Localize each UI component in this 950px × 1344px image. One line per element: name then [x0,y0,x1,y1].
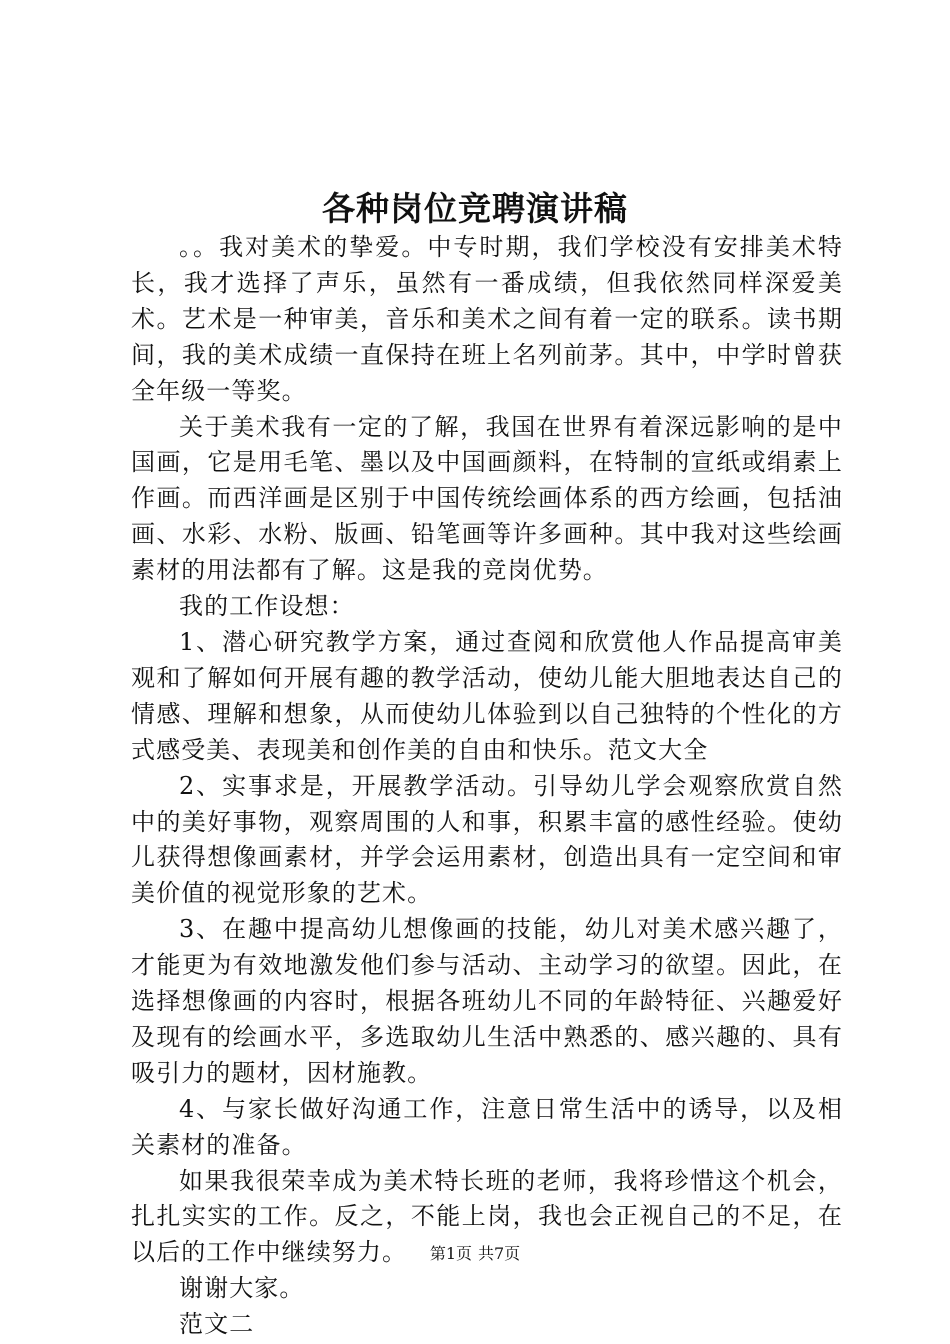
paragraph-thanks: 谢谢大家。 [179,1274,305,1303]
paragraph-art-knowledge: 关于美术我有一定的了解，我国在世界有着深远影响的是中国画，它是用毛笔、墨以及中国画颜料，在特制的宣纸或绢素上作画。而西洋画是区别于中国传统绘画体系的西方绘画，包括油画、水彩、水粉、版画、铅笔画等许多画种。其中我对这些绘画素材的用法都有了解。这是我的竞岗优势。 [131,412,843,585]
paragraph-next-sample: 范文二 [179,1310,255,1339]
paragraph-plan-item-1: 1、潜心研究教学方案，通过查阅和欣赏他人作品提高审美观和了解如何开展有趣的教学活动，使幼儿能大胆地表达自己的情感、理解和想象，从而使幼儿体验到以自己独特的个性化的方式感受美、表现美和创作美的自由和快乐。范文大全 [131,627,843,764]
paragraph-plan-item-4: 4、与家长做好沟通工作，注意日常生活中的诱导，以及相关素材的准备。 [131,1094,843,1159]
page-total: 共7页 [478,1244,521,1263]
paragraph-plan-item-3: 3、在趣中提高幼儿想像画的技能，幼儿对美术感兴趣了，才能更为有效地激发他们参与活动、主动学习的欲望。因此，在选择想像画的内容时，根据各班幼儿不同的年龄特征、兴趣爱好及现有的绘画水平，多选取幼儿生活中熟悉的、感兴趣的、具有吸引力的题材，因材施教。 [131,915,843,1087]
page-number: 第1页 [429,1244,472,1263]
document-body [131,230,843,1343]
paragraph-closing: 如果我很荣幸成为美术特长班的老师，我将珍惜这个机会，扎扎实实的工作。反之，不能上岗，我也会正视自己的不足，在以后的工作中继续努力。 [131,1166,843,1267]
paragraph-plan-item-2: 2、实事求是，开展教学活动。引导幼儿学会观察欣赏自然中的美好事物，观察周围的人和事，积累丰富的感性经验。使幼儿获得想像画素材，并学会运用素材，创造出具有一定空间和审美价值的视觉形象的艺术。 [131,771,843,908]
document-title: 各种岗位竞聘演讲稿 [322,189,628,228]
paragraph-intro: 。。我对美术的挚爱。中专时期，我们学校没有安排美术特长，我才选择了声乐，虽然有一番成绩，但我依然同样深爱美术。艺术是一种审美，音乐和美术之间有着一定的联系。读书期间，我的美术成绩一直保持在班上名列前茅。其中，中学时曾获全年级一等奖。 [131,233,843,405]
paragraph-work-plan-heading: 我的工作设想： [179,592,355,621]
page-footer [0,1243,950,1265]
